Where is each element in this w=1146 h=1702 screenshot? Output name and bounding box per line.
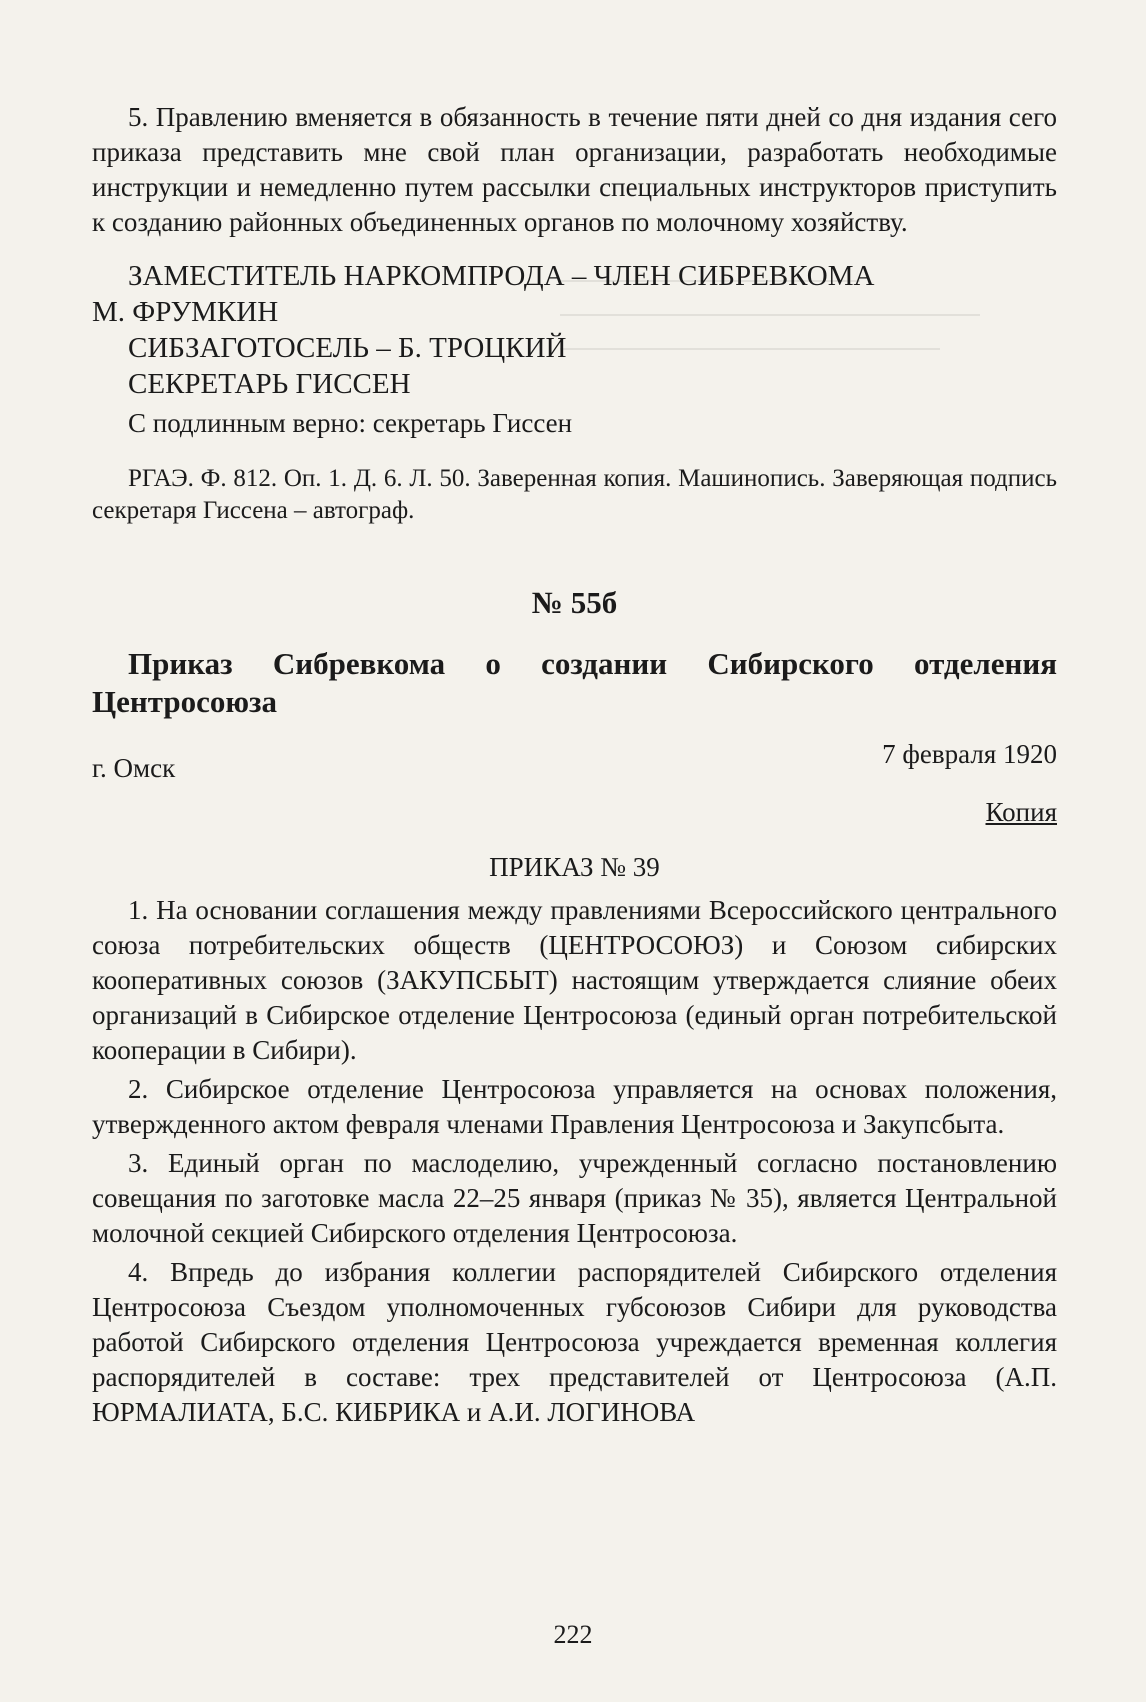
order-paragraph: 1. На основании соглашения между правлениями Всероссийского центрального союза потребительских обществ (ЦЕНТРОСОЮЗ) и Союзом сибирских кооперативных союзов (ЗАКУПСБЫТ) настоящим утверждается слияние обеих организаций в Сибирское отделение Центросоюза (единый орган потребительской кооперации в Сибири). <box>92 895 1057 1065</box>
order-paragraph: 2. Сибирское отделение Центросоюза управляется на основах положения, утвержденного актом февраля членами Правления Центросоюза и Закупсбыта. <box>92 1074 1057 1139</box>
order-paragraph: 3. Единый орган по маслоделию, учрежденный согласно постановлению совещания по заготовке масла 22–25 января (приказ № 35), является Центральной молочной секцией Сибирского отделения Центросоюза. <box>92 1148 1057 1248</box>
certified-line: С подлинным верно: секретарь Гиссен <box>128 408 573 438</box>
document-number: № 55б <box>531 585 618 620</box>
order-title: ПРИКАЗ № 39 <box>489 852 660 882</box>
signature-line: ЗАМЕСТИТЕЛЬ НАРКОМПРОДА – ЧЛЕН СИБРЕВКОМА <box>128 260 875 292</box>
signature-line: СЕКРЕТАРЬ ГИССЕН <box>128 368 411 400</box>
signature-line: СИБЗАГОТОСЕЛЬ – Б. ТРОЦКИЙ <box>128 332 567 364</box>
signature-block <box>92 258 1057 402</box>
date: 7 февраля 1920 <box>882 739 1057 769</box>
archive-note: РГАЭ. Ф. 812. Оп. 1. Д. 6. Л. 50. Заверенная копия. Машинопись. Заверяющая подпись секретаря Гиссена – автограф. <box>92 465 1057 524</box>
page-number: 222 <box>553 1620 593 1649</box>
document-body <box>92 100 1057 1430</box>
signature-line: М. ФРУМКИН <box>92 296 279 328</box>
copy-label: Копия <box>985 797 1057 827</box>
intro-paragraph: 5. Правлению вменяется в обязанность в течение пяти дней со дня издания сего приказа представить мне свой план организации, разработать необходимые инструкции и немедленно путем рассылки специальных инструкторов приступить к созданию районных объединенных органов по молочному хозяйству. <box>92 102 1057 237</box>
order-paragraph: 4. Впредь до избрания коллегии распорядителей Сибирского отделения Центросоюза Съездом уполномоченных губсоюзов Сибири для руководства работой Сибирского отделения Центросоюза учреждается временная коллегия распорядителей в составе: трех представителей от Центросоюза (А.П. ЮРМАЛИАТА, Б.С. КИБРИКА и А.И. ЛОГИНОВА <box>92 1257 1057 1427</box>
place: г. Омск <box>92 753 176 783</box>
document-title: Приказ Сибревкома о создании Сибирского отделения Центросоюза <box>92 646 1057 719</box>
place-date-row <box>92 737 1057 783</box>
